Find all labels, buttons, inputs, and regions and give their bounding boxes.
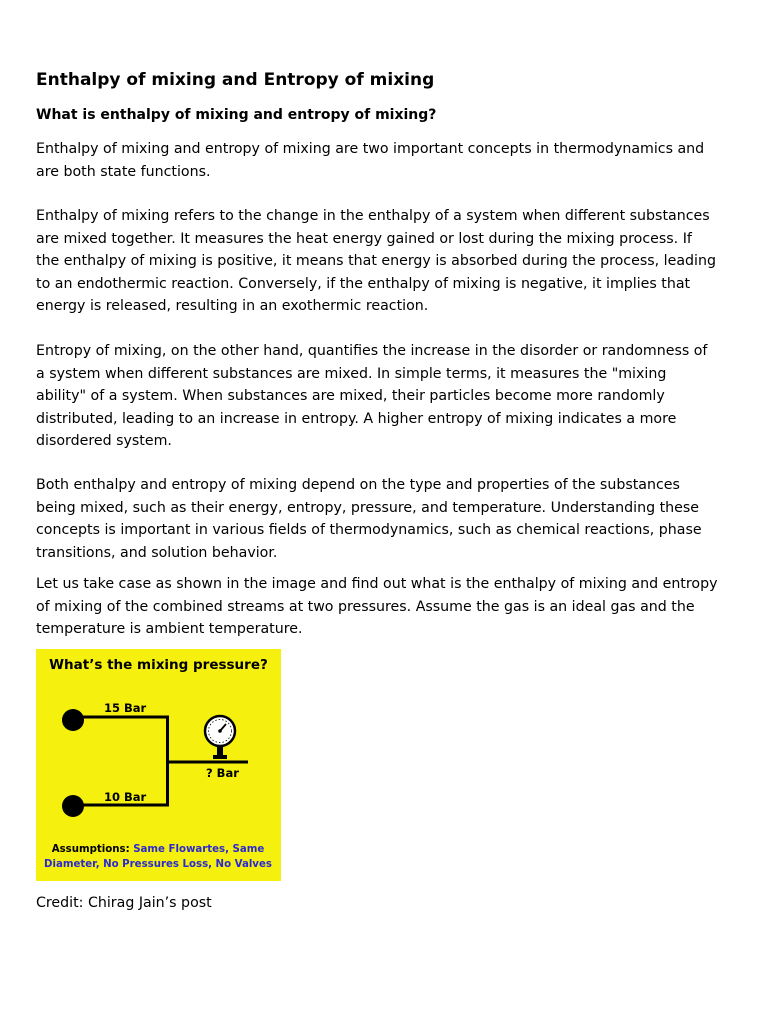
figure-title: What’s the mixing pressure? [49,657,268,673]
text-line: transitions, and solution behavior. [36,544,278,561]
text-line: distributed, leading to an increase in entropy. A higher entropy of mixing indicates a more [36,410,677,427]
outlet-label: ? Bar [206,766,239,780]
text-line: Let us take case as shown in the image and find out what is the enthalpy of mixing and entropy [36,576,718,592]
text-line: are mixed together. It measures the heat energy gained or lost during the mixing process. If [36,230,692,247]
text-line: energy is released, resulting in an exothermic reaction. [36,298,429,315]
text-line: the enthalpy of mixing is positive, it means that energy is absorbed during the process, leading [36,253,716,270]
assumptions-text-1: Same Flowartes, Same [133,844,265,855]
inlet-bottom-label: 10 Bar [104,790,147,804]
inlet-top-label: 15 Bar [104,701,147,715]
text-line: temperature is ambient temperature. [36,621,303,638]
piping-diagram [36,649,281,881]
text-line: to an endothermic reaction. Conversely, if the enthalpy of mixing is negative, it implies that [36,275,691,292]
text-line: Entropy of mixing, on the other hand, quantifies the increase in the disorder or randomness of [36,343,708,359]
text-line: of mixing of the combined streams at two pressures. Assume the gas is an ideal gas and the [36,598,695,615]
assumptions-line-2: Diameter, No Pressures Loss, No Valves [44,859,272,870]
text-line: Enthalpy of mixing refers to the change in the enthalpy of a system when different substances [36,208,710,224]
mixing-pressure-figure [36,649,281,881]
paragraph-enthalpy [36,205,736,318]
text-line: Enthalpy of mixing and entropy of mixing are two important concepts in thermodynamics and [36,141,705,157]
page-title: Enthalpy of mixing and Entropy of mixing [36,70,435,90]
assumptions-line-1 [52,844,265,855]
paragraph-dependence [36,474,736,564]
text-line: Both enthalpy and entropy of mixing depend on the type and properties of the substances [36,477,680,493]
text-line: ability" of a system. When substances are mixed, their particles become more randomly [36,388,665,405]
text-line: are both state functions. [36,163,211,180]
paragraph-intro [36,138,736,183]
text-line: disordered system. [36,433,172,450]
text-line: concepts is important in various fields of thermodynamics, such as chemical reactions, phase [36,522,702,539]
paragraph-case [36,573,736,641]
text-line: being mixed, such as their energy, entropy, pressure, and temperature. Understanding these [36,499,700,516]
pressure-gauge-icon [205,716,235,759]
inlet-top-node [62,709,84,731]
assumptions-prefix: Assumptions: [51,844,134,855]
text-line: a system when different substances are mixed. In simple terms, it measures the "mixing [36,365,667,382]
image-credit: Credit: Chirag Jain’s post [36,895,212,911]
paragraph-entropy [36,340,736,453]
section-subtitle: What is enthalpy of mixing and entropy of mixing? [36,107,437,123]
